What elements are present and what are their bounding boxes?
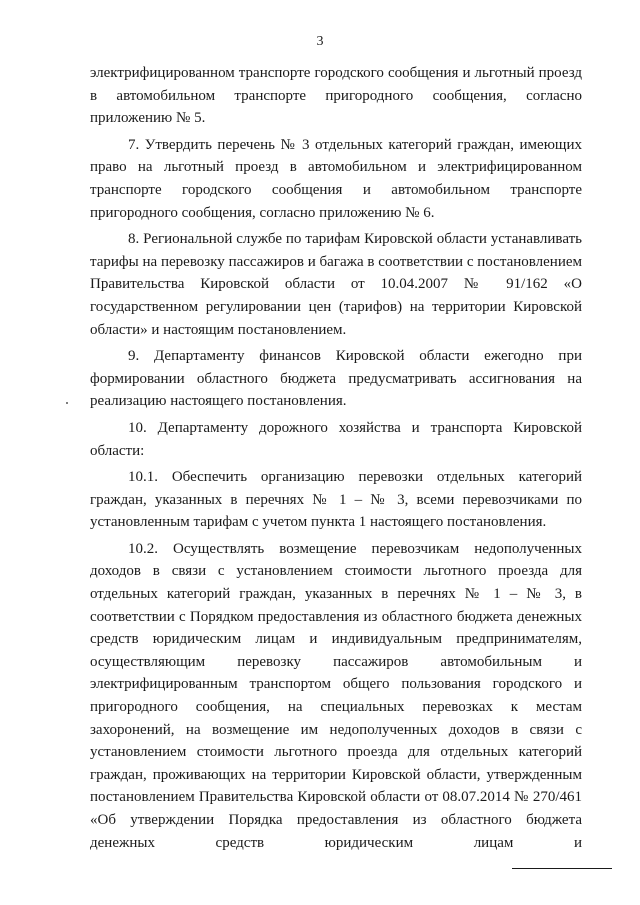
scan-speck: [66, 402, 68, 404]
footer-rule: [512, 868, 612, 869]
page-number: 3: [316, 34, 324, 49]
paragraph-item-10: 10. Департаменту дорожного хозяйства и транспорта Кировской области:: [90, 419, 582, 459]
paragraph-continuation: электрифицированном транспорте городского сообщения и льготный проезд в автомобильном транспорте пригородного сообщения, согласно приложению № 5.: [90, 65, 582, 127]
document-body: [90, 62, 582, 858]
paragraph-item-9: 9. Департаменту финансов Кировской области ежегодно при формировании областного бюджета предусматривать ассигнования на реализацию настоящего постановления.: [90, 348, 582, 410]
paragraph-item-7: 7. Утвердить перечень № 3 отдельных категорий граждан, имеющих право на льготный проезд в автомобильном и электрифицированном транспорте городского сообщения и автомобильном транспорте пригородного сообщения, согласно приложению № 6.: [90, 136, 582, 221]
paragraph-item-8: 8. Региональной службе по тарифам Кировской области устанавливать тарифы на перевозку пассажиров и багажа в соответствии с постановлением Правительства Кировской области от 10.04.2007 № 91/162 «О государственном регулировании цен (тарифов) на территории Кировской области» и настоящим постановлением.: [90, 231, 582, 338]
paragraph-item-10-1: 10.1. Обеспечить организацию перевозки отдельных категорий граждан, указанных в перечнях № 1 – № 3, всеми перевозчиками по установленным тарифам с учетом пункта 1 настоящего постановления.: [90, 469, 582, 531]
paragraph-item-10-2: 10.2. Осуществлять возмещение перевозчикам недополученных доходов в связи с установлением стоимости льготного проезда для отдельных категорий граждан, указанных в перечнях № 1 – № 3, в соответствии с Порядком предоставления из областного бюджета денежных средств юридическим лицам и индивидуальным предпринимателям, осуществляющим перевозку пассажиров автомобильным и электрифицированным транспортом общего пользования городского и пригородного сообщения, на специальных перевозках к местам захоронений, на возмещение им недополученных доходов в связи с установлением стоимости льготного проезда для отдельных категорий граждан, проживающих на территории Кировской области, утвержденным постановлением Правительства Кировской области от 08.07.2014 № 270/461 «Об утверждении Порядка предоставления из областного бюджета денежных средств юридическим лицам и: [90, 540, 582, 851]
